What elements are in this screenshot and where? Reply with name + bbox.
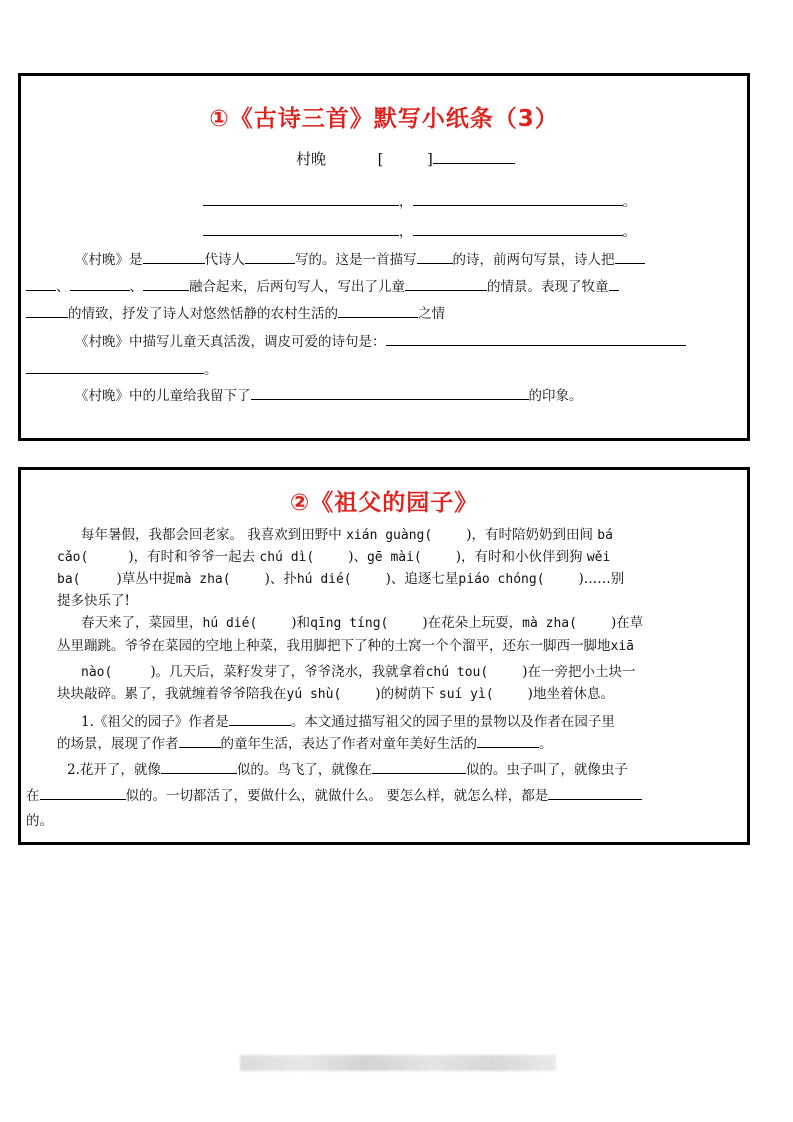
- pinyin: xiā: [610, 639, 634, 654]
- pinyin: mà zha(: [175, 572, 231, 587]
- pinyin: chú tou(: [425, 665, 489, 680]
- text: )和: [291, 615, 311, 631]
- poem-title-line: [296, 150, 515, 168]
- text: )在花朵上玩耍，: [422, 615, 523, 631]
- pinyin: qīng tíng(: [310, 616, 389, 631]
- text: 。本文通过描写祖父的园子里的景物以及作者在园子里: [290, 714, 615, 730]
- text: 春天来了，菜园里，: [81, 615, 203, 631]
- text: 代诗人: [204, 252, 245, 268]
- blank[interactable]: [26, 360, 204, 374]
- blank[interactable]: [251, 386, 529, 400]
- poem-line-2: [203, 222, 636, 241]
- pinyin: hú dié(: [296, 572, 352, 587]
- text: )……别: [578, 571, 625, 587]
- text: )的树荫下: [375, 686, 435, 702]
- text: )在草: [610, 615, 644, 631]
- pinyin: bá: [597, 528, 613, 543]
- blank[interactable]: [229, 712, 291, 726]
- text: 似的。虫子叫了，就像虫子: [465, 762, 628, 778]
- text: )、追逐七星: [385, 571, 459, 587]
- q2-line-1: [75, 332, 686, 351]
- bracket-close: ]: [427, 150, 433, 168]
- text: 每年暑假，我都会回老家。 我喜欢到田野中: [81, 527, 342, 543]
- pinyin: yú shù(: [286, 687, 342, 702]
- text: )，有时和爷爷一起去: [128, 549, 256, 565]
- text: 丛里蹦跳。爷爷在菜园的空地上种菜，我用脚把下了种的土窝一个个溜平，还东一脚西一脚地: [57, 638, 611, 654]
- blank[interactable]: [615, 250, 645, 264]
- text: 2.花开了，就像: [67, 762, 161, 778]
- passage-line-7: [81, 663, 636, 682]
- pinyin: chú dì(: [259, 550, 315, 565]
- bracket-open: [: [377, 150, 384, 168]
- pinyin: xián guàng(: [346, 528, 433, 543]
- passage-line-2: [57, 548, 610, 567]
- text: 的童年生活，表达了作者对童年美好生活的: [220, 736, 477, 752]
- pinyin: mà zha(: [522, 616, 577, 631]
- comma: ，: [399, 194, 413, 210]
- blank[interactable]: [26, 304, 68, 318]
- section1-title: ①《古诗三首》默写小纸条（3）: [209, 106, 559, 132]
- pinyin: cǎo(: [57, 550, 89, 565]
- section2-title: ②《祖父的园子》: [289, 490, 479, 516]
- poem-blank[interactable]: [203, 222, 399, 236]
- poem-blank[interactable]: [413, 222, 623, 236]
- text: 写的。这是一首描写: [295, 252, 417, 268]
- text: )，有时陪奶奶到田间: [466, 527, 593, 543]
- question-1-line-2: [57, 734, 553, 753]
- passage-line-1: [81, 526, 613, 545]
- passage-line-3: [57, 570, 624, 589]
- q1-line-1: [75, 250, 645, 269]
- passage-line-4: [57, 592, 130, 610]
- text: 、: [129, 279, 143, 295]
- blank[interactable]: [179, 734, 221, 748]
- blank[interactable]: [477, 734, 539, 748]
- text: 的。: [26, 813, 53, 829]
- text: )，有时和小伙伴到狗: [455, 549, 583, 565]
- text: 融合起来，后两句写人，写出了儿童: [189, 279, 405, 295]
- blank[interactable]: [26, 277, 56, 291]
- pinyin: suí yì(: [438, 687, 494, 702]
- text: 在: [26, 788, 40, 804]
- poem-title: 村晚: [296, 150, 327, 168]
- text: 似的。一切都活了，要做什么，就做什么。 要怎么样，就怎么样，都是: [125, 788, 549, 804]
- text: 《村晚》是: [75, 252, 143, 268]
- q1-line-3: [26, 304, 445, 323]
- text: )、扑: [264, 571, 297, 587]
- author-blank[interactable]: [433, 150, 515, 164]
- pinyin: wěi: [586, 550, 611, 565]
- blank[interactable]: [548, 786, 642, 800]
- blank[interactable]: [40, 786, 126, 800]
- text: 似的。鸟飞了，就像在: [236, 762, 372, 778]
- text: 的情景。表现了牧童: [487, 279, 609, 295]
- text: )。几天后，菜籽发芽了，爷爷浇水，我就拿着: [150, 664, 426, 680]
- blank[interactable]: [372, 760, 466, 774]
- question-2-line-1: [67, 760, 628, 779]
- q2-line-2: [26, 360, 218, 379]
- question-2-line-3: [26, 812, 53, 830]
- text: 、: [56, 279, 70, 295]
- blank[interactable]: [143, 277, 189, 291]
- blank[interactable]: [386, 332, 686, 346]
- passage-line-5: [81, 614, 643, 633]
- pinyin: nào(: [81, 665, 113, 680]
- passage-line-6: [57, 637, 634, 656]
- comma: ，: [399, 224, 413, 240]
- poem-line-1: [203, 192, 636, 211]
- text: 。: [204, 362, 218, 378]
- text: 《村晚》中描写儿童天真活泼，调皮可爱的诗句是：: [75, 334, 386, 350]
- blank[interactable]: [161, 760, 237, 774]
- pinyin: gē mài(: [366, 550, 422, 565]
- text: )地坐着休息。: [527, 686, 614, 702]
- text: )、: [348, 549, 367, 565]
- text: 的情致，抒发了诗人对悠然恬静的农村生活的: [68, 306, 338, 322]
- blurred-footer-watermark: [240, 1055, 556, 1071]
- pinyin: piáo chóng(: [458, 572, 545, 587]
- text: )草丛中捉: [116, 571, 176, 587]
- pinyin: hú dié(: [202, 616, 258, 631]
- passage-line-8: [57, 685, 614, 704]
- text: 。: [539, 736, 553, 752]
- q3-line: [75, 386, 583, 405]
- blank[interactable]: [245, 250, 295, 264]
- blank[interactable]: [338, 304, 418, 318]
- text: 1.《祖父的园子》作者是: [81, 714, 229, 730]
- question-1-line-1: [81, 712, 615, 731]
- poem-blank[interactable]: [203, 192, 399, 206]
- period: 。: [622, 194, 636, 210]
- text: )在一旁把小土块一: [522, 664, 636, 680]
- text: 提多快乐了!: [57, 593, 130, 609]
- period: 。: [622, 224, 636, 240]
- text: 的诗，前两句写景，诗人把: [452, 252, 615, 268]
- blank[interactable]: [70, 277, 130, 291]
- text: 块块敲碎。累了，我就缠着爷爷陪我在: [57, 686, 287, 702]
- text: 《村晚》中的儿童给我留下了: [75, 388, 251, 404]
- text: 的场景，展现了作者: [57, 736, 179, 752]
- q1-line-2: [26, 277, 619, 296]
- pinyin: ba(: [57, 572, 81, 587]
- blank[interactable]: [417, 250, 453, 264]
- question-2-line-2: [26, 786, 642, 805]
- blank[interactable]: [609, 277, 619, 291]
- card-grandfather-garden: [18, 467, 750, 845]
- text: 之情: [418, 306, 445, 322]
- blank[interactable]: [143, 250, 205, 264]
- poem-blank[interactable]: [413, 192, 623, 206]
- blank[interactable]: [405, 277, 487, 291]
- card-poem: [18, 73, 750, 441]
- text: 的印象。: [528, 388, 583, 404]
